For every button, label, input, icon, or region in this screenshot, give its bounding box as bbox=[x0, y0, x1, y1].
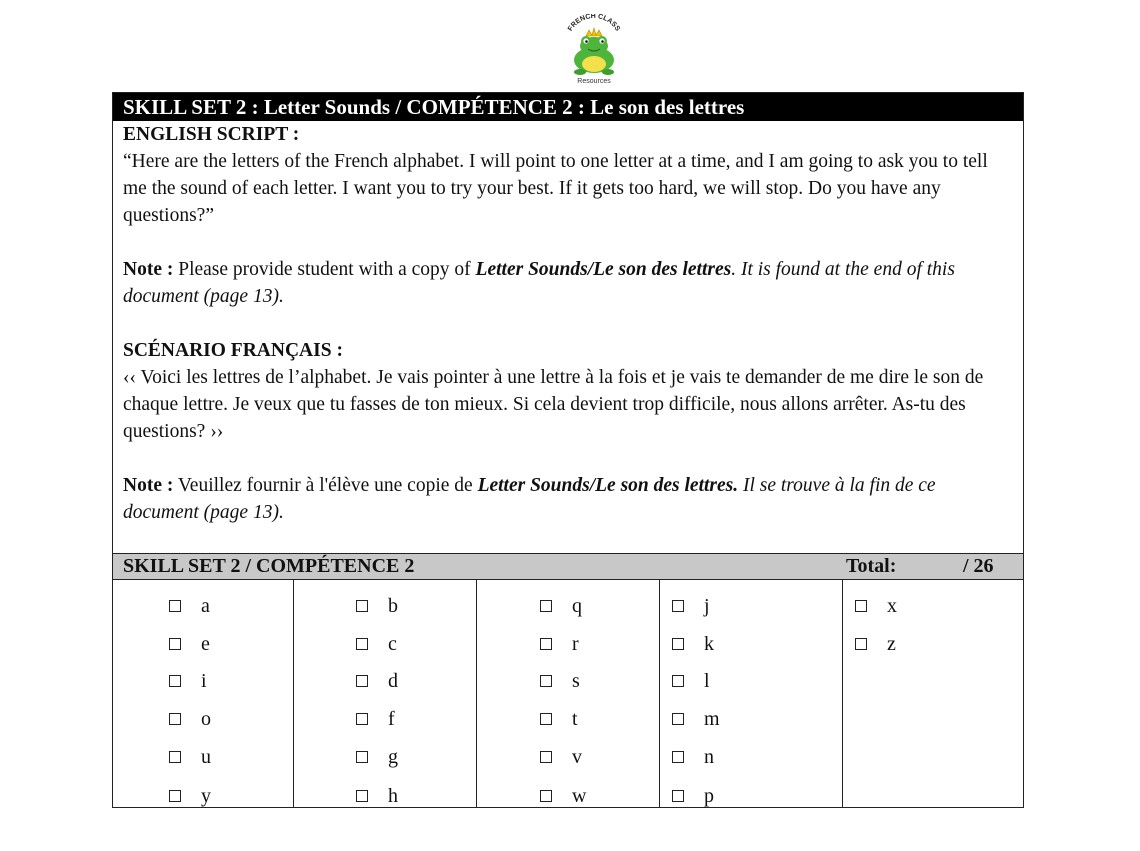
letter-item[interactable] bbox=[356, 784, 398, 808]
letter-item[interactable] bbox=[169, 745, 211, 769]
letter-checkbox[interactable] bbox=[672, 675, 684, 687]
letter-column bbox=[477, 580, 660, 807]
letter-checkbox[interactable] bbox=[169, 751, 181, 763]
french-script: ‹‹ Voici les lettres de l’alphabet. Je vais pointer à une lettre à la fois et je vais te demander de me dire le son de chaque lettre. Je veux que tu fasses de ton mieux. Si cela devient trop difficile, nous allons arrêter. As-tu des questions? ›› bbox=[123, 367, 984, 442]
letter-item[interactable] bbox=[855, 594, 897, 618]
english-note-title: Letter Sounds/Le son des lettres bbox=[475, 259, 732, 280]
french-note-text: Veuillez fournir à l'élève une copie de bbox=[173, 475, 478, 496]
french-note-tail: Il se trouve à la fin de ce document (page 13). bbox=[123, 475, 936, 523]
letter-item[interactable] bbox=[356, 594, 398, 618]
script-section bbox=[123, 121, 1013, 526]
letter-checkbox[interactable] bbox=[169, 790, 181, 802]
letter-checkbox[interactable] bbox=[169, 638, 181, 650]
letter-checkbox[interactable] bbox=[356, 600, 368, 612]
letter-item[interactable] bbox=[169, 669, 207, 693]
page-title: SKILL SET 2 : Letter Sounds / COMPÉTENCE 2 : Le son des lettres bbox=[113, 93, 1023, 121]
letter-checkbox[interactable] bbox=[855, 638, 867, 650]
letter-item[interactable] bbox=[356, 669, 398, 693]
letter-item[interactable] bbox=[540, 632, 579, 656]
letter-checkbox[interactable] bbox=[672, 751, 684, 763]
letter-item[interactable] bbox=[169, 594, 210, 618]
letter-label: r bbox=[572, 632, 579, 655]
letter-label: u bbox=[201, 745, 211, 768]
score-title: SKILL SET 2 / COMPÉTENCE 2 bbox=[123, 555, 415, 577]
letter-column bbox=[113, 580, 294, 807]
letter-item[interactable] bbox=[540, 669, 580, 693]
letter-label: v bbox=[572, 745, 582, 768]
letter-column bbox=[294, 580, 477, 807]
letter-label: f bbox=[388, 707, 395, 730]
letter-label: h bbox=[388, 784, 398, 807]
letter-checkbox[interactable] bbox=[540, 600, 552, 612]
letter-item[interactable] bbox=[169, 632, 210, 656]
letter-item[interactable] bbox=[672, 632, 714, 656]
letter-label: q bbox=[572, 594, 582, 617]
french-class-logo bbox=[556, 14, 632, 90]
letter-label: p bbox=[704, 784, 714, 807]
letter-item[interactable] bbox=[672, 784, 714, 808]
french-note bbox=[123, 472, 1013, 526]
skill-set-box bbox=[112, 92, 1024, 808]
letter-checkbox[interactable] bbox=[540, 638, 552, 650]
logo-arc-text: FRENCH CLASS bbox=[567, 14, 621, 33]
letter-label: t bbox=[572, 707, 578, 730]
frog-icon bbox=[556, 14, 632, 78]
letter-checkbox[interactable] bbox=[169, 675, 181, 687]
letter-checkbox[interactable] bbox=[672, 638, 684, 650]
letter-label: j bbox=[704, 594, 710, 617]
english-heading: ENGLISH SCRIPT : bbox=[123, 124, 300, 145]
letter-checkbox[interactable] bbox=[356, 713, 368, 725]
letter-checkbox[interactable] bbox=[672, 713, 684, 725]
letter-label: x bbox=[887, 594, 897, 617]
letter-item[interactable] bbox=[356, 632, 397, 656]
letter-item[interactable] bbox=[672, 707, 720, 731]
letter-checkbox[interactable] bbox=[356, 638, 368, 650]
letter-label: d bbox=[388, 669, 398, 692]
letter-checkbox[interactable] bbox=[169, 600, 181, 612]
logo-bottom-text: Resources bbox=[577, 78, 611, 85]
letter-column bbox=[843, 580, 1023, 807]
letter-label: i bbox=[201, 669, 207, 692]
letter-item[interactable] bbox=[672, 745, 714, 769]
letter-label: y bbox=[201, 784, 211, 807]
english-note-tail: . It is found at the end of this document (page 13). bbox=[123, 259, 955, 307]
english-script: “Here are the letters of the French alphabet. I will point to one letter at a time, and I am going to ask you to tell me the sound of each letter. I want you to try your best. If it gets too hard, we will stop. Do you have any questions?” bbox=[123, 151, 988, 226]
letter-checkbox[interactable] bbox=[540, 790, 552, 802]
english-note-label: Note : bbox=[123, 259, 174, 280]
letter-item[interactable] bbox=[169, 784, 211, 808]
letter-item[interactable] bbox=[672, 594, 710, 618]
letter-checkbox[interactable] bbox=[169, 713, 181, 725]
letter-label: b bbox=[388, 594, 398, 617]
letter-label: g bbox=[388, 745, 398, 768]
letter-item[interactable] bbox=[540, 745, 582, 769]
french-heading: SCÉNARIO FRANÇAIS : bbox=[123, 340, 343, 361]
english-note-text: Please provide student with a copy of bbox=[173, 259, 476, 280]
letter-column bbox=[660, 580, 843, 807]
letter-label: a bbox=[201, 594, 210, 617]
letter-label: w bbox=[572, 784, 587, 807]
letter-checkbox[interactable] bbox=[672, 790, 684, 802]
letter-label: n bbox=[704, 745, 714, 768]
score-bar bbox=[113, 553, 1023, 580]
total-label: Total: bbox=[846, 555, 897, 577]
letter-label: m bbox=[704, 707, 720, 730]
letter-item[interactable] bbox=[169, 707, 211, 731]
french-note-label: Note : bbox=[123, 475, 174, 496]
letter-checklist bbox=[113, 580, 1023, 807]
letter-label: k bbox=[704, 632, 714, 655]
letter-label: z bbox=[887, 632, 896, 655]
letter-item[interactable] bbox=[356, 745, 398, 769]
letter-label: s bbox=[572, 669, 580, 692]
letter-item[interactable] bbox=[540, 784, 586, 808]
letter-checkbox[interactable] bbox=[540, 713, 552, 725]
letter-item[interactable] bbox=[540, 707, 578, 731]
letter-label: o bbox=[201, 707, 211, 730]
english-note bbox=[123, 256, 1013, 310]
letter-item[interactable] bbox=[540, 594, 582, 618]
letter-checkbox[interactable] bbox=[540, 675, 552, 687]
letter-item[interactable] bbox=[855, 632, 896, 656]
letter-checkbox[interactable] bbox=[540, 751, 552, 763]
letter-checkbox[interactable] bbox=[356, 751, 368, 763]
letter-checkbox[interactable] bbox=[356, 675, 368, 687]
letter-label: l bbox=[704, 669, 710, 692]
letter-checkbox[interactable] bbox=[855, 600, 867, 612]
letter-label: c bbox=[388, 632, 397, 655]
letter-label: e bbox=[201, 632, 210, 655]
letter-item[interactable] bbox=[672, 669, 710, 693]
total-value: / 26 bbox=[963, 555, 994, 577]
letter-checkbox[interactable] bbox=[356, 790, 368, 802]
french-note-title: Letter Sounds/Le son des lettres. bbox=[477, 475, 739, 496]
letter-checkbox[interactable] bbox=[672, 600, 684, 612]
letter-item[interactable] bbox=[356, 707, 395, 731]
